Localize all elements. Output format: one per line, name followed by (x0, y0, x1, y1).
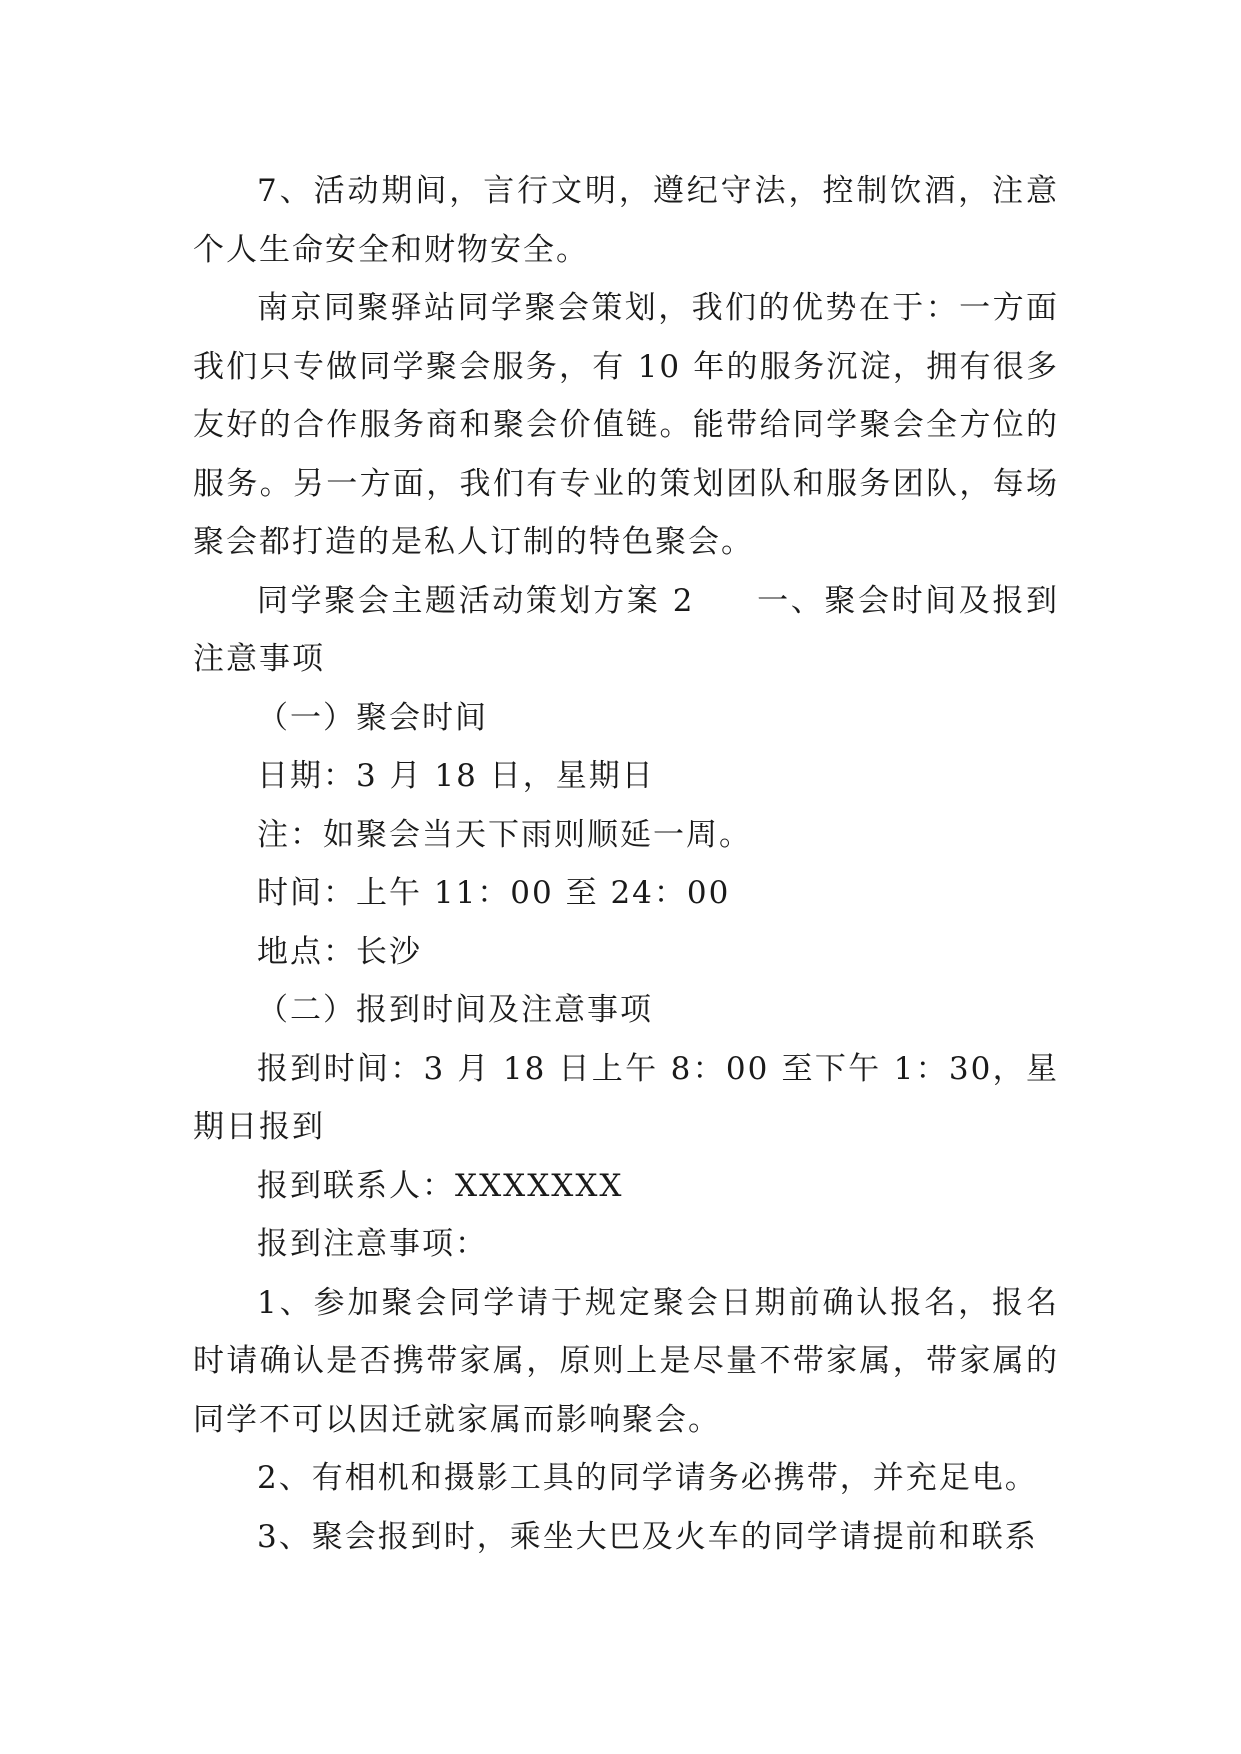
line-registration-time: 报到时间：3 月 18 日上午 8：00 至下午 1：30，星期日报到 (193, 1050, 1059, 1145)
note-item-2: 2、有相机和摄影工具的同学请务必携带，并充足电。 (257, 1460, 1038, 1496)
subheading-registration: （二）报到时间及注意事项 (257, 992, 653, 1028)
paragraph-7-safety: 7、活动期间，言行文明，遵纪守法，控制饮酒，注意个人生命安全和财物安全。 (193, 173, 1059, 268)
section-heading (193, 572, 1059, 689)
line-registration-notes: 报到注意事项： (257, 1226, 488, 1262)
line-note: 注：如聚会当天下雨则顺延一周。 (257, 816, 752, 853)
line-location: 地点：长沙 (257, 933, 422, 970)
paragraph-advantage: 南京同聚驿站同学聚会策划，我们的优势在于：一方面我们只专做同学聚会服务，有 10 年的服务沉淀，拥有很多友好的合作服务商和聚会价值链。能带给同学聚会全方位的服务。另一方面，我们有专业的策划团队和服务团队，每场聚会都打造的是私人订制的特色聚会。 (193, 290, 1059, 560)
section-title: 一、聚会时间及报到注意事项 (193, 582, 1060, 677)
note-item-1: 1、参加聚会同学请于规定聚会日期前确认报名，报名时请确认是否携带家属，原则上是尽量不带家属，带家属的同学不可以因迁就家属而影响聚会。 (193, 1284, 1059, 1438)
document-body (193, 162, 1059, 1566)
line-registration-contact: 报到联系人：XXXXXXX (257, 1167, 624, 1204)
line-date: 日期：3 月 18 日，星期日 (257, 758, 655, 794)
subheading-meeting-time: （一）聚会时间 (257, 699, 488, 736)
plan-title: 同学聚会主题活动策划方案 2 (257, 582, 695, 619)
line-time: 时间：上午 11：00 至 24：00 (257, 875, 731, 911)
note-item-3: 3、聚会报到时，乘坐大巴及火车的同学请提前和联系 (257, 1518, 1038, 1555)
